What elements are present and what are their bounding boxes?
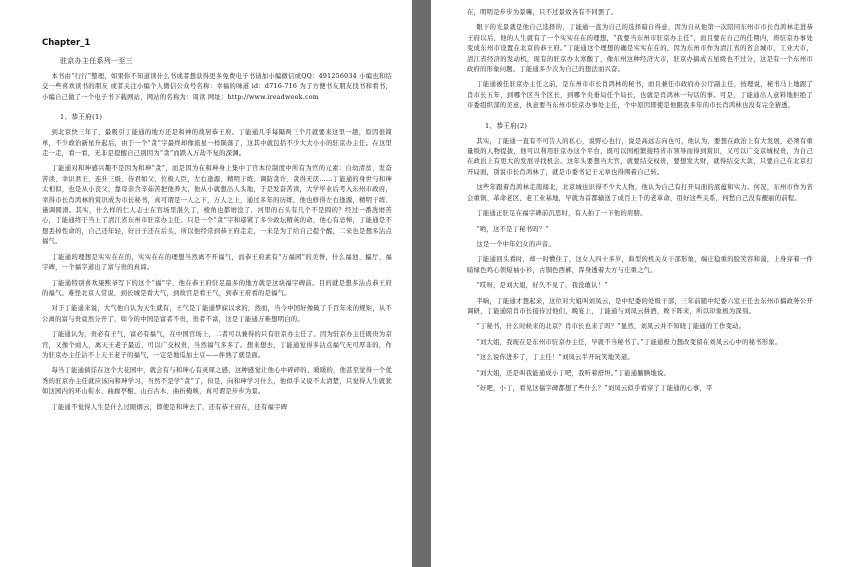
body-paragraph: 丁能通被任驻京办主任之前，是东州市市长肖鸿林的秘书，而且兼任市政府办公厅副主任，按理说，秘书马上地跟了肖市长五年，到哪个区当个区长，到哪个央垂局任个局长，也就是肖鸿林一句话的事。可是，丁能通出人意料地拒绝了市委组织部的美意，执意要当东州市驻京办事处主任，个中原因即使是他跟我多年的市长肖鸿林也没有完全猜透。 bbox=[467, 81, 813, 110]
dialogue-line: 半晌，丁能通才想起来，这位对大姐叫刘凤云，是中纪委的处级干部，三年前随中纪委六室王任去东州市搞政务公开调研，丁能通陪肖市长接待过他们，晚宴上，丁能通与刘凤云拼酒，败下阵来，所以印象极为深刻。 bbox=[467, 297, 813, 315]
body-paragraph: 对于丁能通来说，大气他自认为天生就有，王气是丁能通梦寐以求的，然而，当今中国好像破了千百年来的规矩，从不公离的富与贵竟然分开了，如今的中国是富者不贵，贵者不富，这是丁能通万难想明白的。 bbox=[42, 305, 392, 323]
body-paragraph: 丁能通特别喜欢康熙爷写下的这个“福”字，他在恭王府驻足最多的地方就是这块福字碑前。目的就是想多沾点恭王府的福气。难怪北京人常说，到长城是看大气，到故宫是看王气，到恭王府看的是福气。 bbox=[42, 279, 392, 297]
dialogue-line: “好吧，小丁，看见这福字碑都想了些什么？”刘凤云似乎看穿了丁能通的心事，平 bbox=[476, 384, 713, 392]
dialogue-line: “哟，这不是丁秘书吗？” bbox=[476, 225, 549, 233]
page-gutter bbox=[412, 0, 431, 567]
body-paragraph: 眼下的光景就是他自己选择的，丁能通一直为自己的选择暗自得意，因为自从他第一次陪同东州市市长肖鸿林走进恭王府以后，他的人生就有了一个实实在在的理想，“我要当东州市驻京办主任”，而且要在自己的任期内，将驻京办事处变成东州市设置在北京的恭王府。”丁能通这个理想的确是实实在在的，因为东州市作为清江省的省会城市，工业大市，清江省经济的发动机，现有的驻京办太寒酸了，像东州这种经济大市，驻京办搞成五星级也不过分，这是有一个东州市政府的形象问题。丁能通多少次为自己的想法而兴奋。 bbox=[467, 24, 813, 74]
body-paragraph: 在，明明是步步为景嘛，只不过景致各有不同罢了。 bbox=[467, 9, 618, 16]
document-page-left bbox=[0, 0, 412, 567]
dialogue-line: “刘大姐，还是叫我能通成小丁吧，我听着舒坦。”丁能通腼腆地说。 bbox=[476, 369, 671, 377]
body-paragraph: 丁能通对和珅感兴趣不是因为和珅“贪”，而是因为在和珅身上集中了官本位制度中所有为官的元素：自幼清贫、发奋苦读、幸识君王、连升三级、侍君如父、位极人臣，左右逢源、精明干练、调防贪许、贪得无厌……丁能通的身世与和珅太相似，也是从小丧父，靠母亲含辛茹苦把他养大，他从小就想出人头地，于是发奋苦读，大学毕业后考入东州市政府，幸得市长肖鸿林的赏识成为市长秘书，真可谓是一人之下，万人之上，通过多年的历练，他也修得左右逢源，精明干练、谨调圆滑。其实，什么样的仁人志士在官场里混久了，棱角也都磨没了，河里的石头有几个不是圆的？经过一番冼磨苦心，丁能通终于当上了清江省东州市驻京办主任。只是一个“贪”字和邬紧了多少政坛精英的命，他心有忌惮，丁能通是不想丢掉性命的，自己还年轻，好日子还在后头，所以他经常到恭王府走走，一来是为了给自己提个醒，二来也是想多沾点福气。 bbox=[42, 165, 392, 246]
body-paragraph: 丁能通认为，贵必有王气，富必有福气，在中国官场上，二者可以兼得的只有驻京办主任了。因为驻京办主任既贵为京官，又像个商人，离天王老子最近，可以广交权贵，当然福气多多了。想来想去，丁能通觉得多沾点福气无可厚非的，作为驻京办主任沾不上天王老子的福气，一定是地瓜加土豆——伴熟了就是面。 bbox=[42, 331, 392, 359]
dialogue-line: “哎呀，是刘大姐，好久不见了，我没敢认！” bbox=[476, 282, 608, 290]
dialogue-line: “刘大姐，我现在是东州市驻京办主任，早就不当秘书了。”丁能通极力想改变留在刘凤云心中的秘书形象。 bbox=[476, 338, 782, 346]
section-heading: 1、恭王府(1) bbox=[60, 113, 103, 122]
dialogue-line: “这么说你进步了，丁主任！”刘凤云半开玩笑地笑道。 bbox=[476, 354, 634, 362]
body-paragraph: 到北京快三年了，最吸引丁能通的地方还是和神的战居恭王府。丁能通几乎每隔两三个月就要来这里一趟，原因很简单，不少政治新星升起后，由于一个“贪”字最终却像流星一样陨落了，这其中就包括不少大大小小的驻京办主任。在这里走一走，看一看，无非是提醒自己别因为“贪”而跌入万劫不复的深渊。 bbox=[42, 129, 392, 158]
document-page-right bbox=[431, 0, 843, 567]
dialogue-line: “丁秘书，什么时候来的北京？肖市长也来了吗？”显然，刘凤云并不知晓丁能通的工作变动。 bbox=[476, 323, 746, 331]
body-paragraph: 丁能通不觉得人生是什么过眼烟云，即使是和珅去了，还有恭王府在，还有福字碑 bbox=[51, 403, 288, 411]
intro-paragraph: 本书由“行行”整理，如果你不知道读什么书或者想获得更多免费电子书请加小编微信或QQ：491256034 小编也和结交一些喜欢读书的朋友 或者关注小编个人微信公众号名称：幸福的味道 id：d716-716 为了方便书友朋友找书和看书，小编自己做了一个电子书下载网站，网站的名称为：周读 网址：http://www.ireadweek.com bbox=[42, 73, 392, 101]
body-paragraph: 每当丁能通徜徉在这个大花园中，就会有与和珅心有灵犀之感，这种感觉让他心中碎碎的、暖暖的，他甚至觉得一个优秀的驻京办主任就应该向和珅学习，当然不是学“贪”了，但是，向和珅学习什么，他似乎又说不太清楚，只觉得人生就犹如这园内的环山衔水、曲廊亭榭、山石古木、曲折掩映，真可谓是步步为景。 bbox=[42, 367, 392, 396]
dialogue-line: 这是一个中年妇女的声音。 bbox=[476, 240, 555, 248]
dialogue-line: 丁能通回头看时，却一时懵住了，这女人四十多岁，典型的机关女干部形象，端庄稳重的脸笑容和蔼，上身穿着一件暗绿色鸡心领短袖小衫，古铜色西裤，浑身透着大方与庄重之气。 bbox=[467, 256, 813, 274]
body-paragraph: 这些年跟着肖鸿林走南闯北，北京城也识得不少大人物，他认为自己有打开局面的底蕴和实力。何况，东州市作为省会重镇、革命老区、老工业基地，早就为首都输送了成百上千的老革命，用好这些关系，何愁自己没有靓丽的前程。 bbox=[467, 184, 813, 202]
body-paragraph: 丁能通正驻足在福字碑前沉思时，有人拍了一下他的肩膀。 bbox=[476, 210, 647, 218]
series-subtitle: 驻京办主任系列一至三 bbox=[60, 57, 133, 65]
body-paragraph: 丁能通的理想是实实在在的，实实在在的理想当然离不开福气，而恭王府素有“万福园”的美誉，什么福池、蝠厅、福字碑，一个福字道出了富与贵的真谛。 bbox=[42, 253, 392, 272]
chapter-title: Chapter_1 bbox=[42, 38, 91, 48]
section-heading: 1、恭王府(2) bbox=[485, 121, 528, 130]
body-paragraph: 其实，丁能通一直有不可告人的私心，说野心也行，说是高远志向也可，他认为，要想在政治上有大发展，必须有重量级的人物提拔，他可以利用驻京办这个平台，既可以国相繁接特省市领导而得到赏识，又可以广交京城权贵，为自己在政治上有更大的发展寻找机会。这年头要想当大官，就要结交权贵，要想发大财，就得结交大款，只要自己在北京打开局面，别说市长肖鸿林了，就是市委书记王元章也得围着自己转。 bbox=[467, 137, 813, 176]
